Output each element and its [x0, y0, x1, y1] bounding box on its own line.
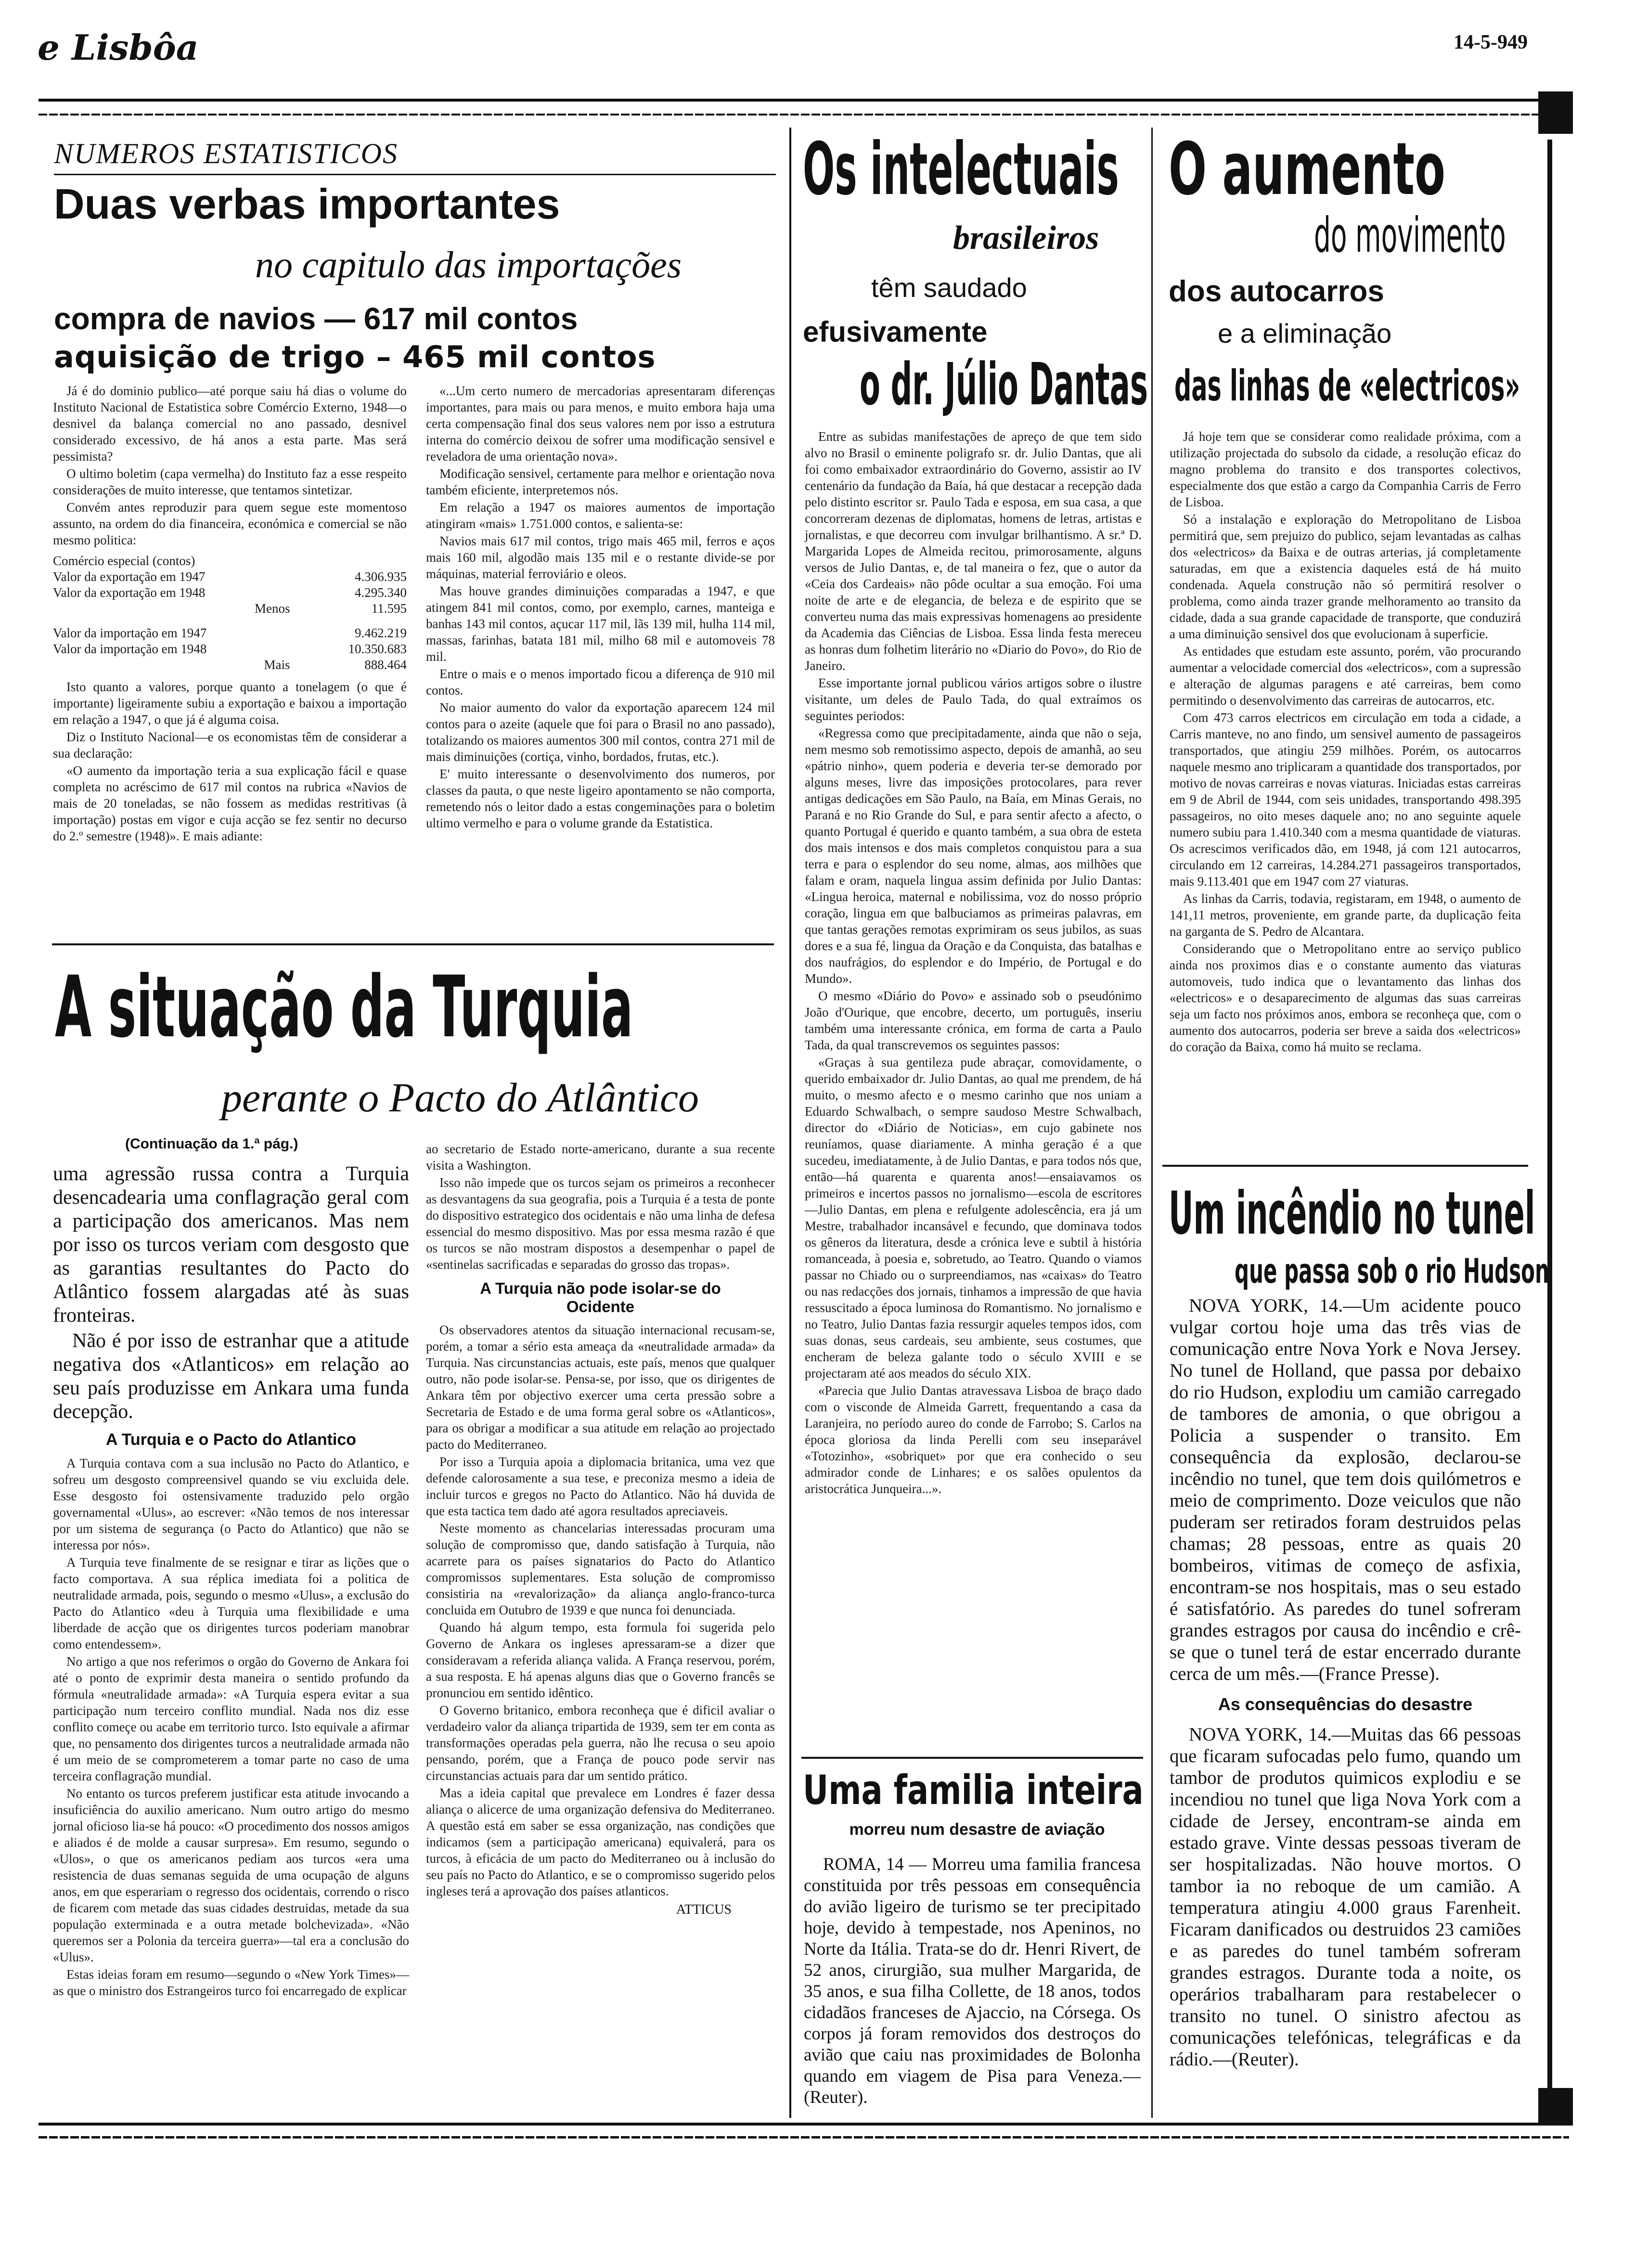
section-subhead: A Turquia não pode isolar-se do Ocidente — [480, 1279, 721, 1315]
article2-col1 — [53, 1162, 409, 2000]
paragraph: Neste momento as chancelarias interessadas procuram uma solução de compromisso que, dando satisfação à Turquia, não acarrete para os países signatarios do Pacto do Atlantico compromissos suplementares. Esta solução de compromisso consistiria na «revalorização» da aliança anglo-franco-turca concluida em Outubro de 1939 e que nunca foi denunciada. — [426, 1521, 775, 1617]
headline: Um incêndio no tunel — [1169, 1179, 1535, 1248]
table-cell: Menos — [254, 601, 290, 616]
paragraph: E' muito interessante o desenvolvimento dos numeros, por classes da pauta, o que neste ligeiro apontamento se não comporta, remetendo nós o leitor dado a estas congeminações para o boletim ultimo vermelho e para o volume grande da Estatistica. — [426, 767, 775, 830]
paragraph: O Governo britanico, embora reconheça que é dificil avaliar o verdadeiro valor da aliança tripartida de 1939, sem ter em conta as transformações operadas pela guerra, não lhe recusa o seu apoio pensando, porém, que a França de pouco pode servir nas circunstancias actuais para dar um sentido prático. — [426, 1703, 775, 1783]
bottom-rule — [39, 2123, 1569, 2126]
article-bus-expansion — [1160, 128, 1526, 1177]
article-import-numbers — [48, 123, 789, 941]
paragraph: Já hoje tem que se considerar como realidade próxima, com a utilização projectada do subsolo da cidade, a resolução eficaz do magno problema do transito e dos transportes colectivos, especialmente dos que estão a cargo da Companhia Carris de Ferro de Lisboa. — [1170, 429, 1521, 509]
headline-line-4: efusivamente — [803, 316, 988, 348]
section-rule — [52, 943, 774, 945]
paragraph: Com 473 carros electricos em circulação em toda a cidade, a Carris manteve, no ano findo, um sensivel aumento de passageiros transportados, que atingiu 259 milhões. Porém, os autocarros naquele mesmo ano triplicaram a quantidade dos transportados, por motivo de novas carreiras e novas viaturas. Iniciadas estas carreiras em 9 de Abril de 1944, com seis unidades, transportando 498.395 passageiros, no oito meses daquele ano; no ano seguinte aquele numero subiu para 1.410.340 com a mesma quantidade de viaturas. Os acrescimos verificados dão, em 1948, já com 121 autocarros, circulando em 12 carreiras, 14.284.271 passageiros transportados, mais 9.113.401 que em 1947 com 27 viaturas. — [1170, 710, 1521, 889]
headline: A situação da Turquia — [55, 958, 633, 1057]
paragraph: Os observadores atentos da situação internacional recusam-se, porém, a tomar a sério esta ameaça da «neutralidade armada» da Turquia. Nas circunstancias actuais, este país, menos que qualquer outro, não pode isolar-se. Pensa-se, por isso, que os dirigentes de Ankara têm por objectivo exercer uma certa pressão sobre a Secretaria de Estado e de uma forma geral sobre os «Atlanticos», para os obrigar a modificar a sua atitude em relação ao projectado pacto do Mediterraneo. — [426, 1323, 775, 1452]
headline-line-4: e a eliminação — [1218, 318, 1392, 348]
paragraph: «...Um certo numero de mercadorias apresentaram diferenças importantes, para mais ou para menos, e muito embora haja uma certa compensação final dos seus valores nem por isso a estrutura interna do comércio deixou de sofrer uma modificação sensivel e reveladora de uma orientação nova». — [426, 384, 775, 464]
right-border-block — [1538, 91, 1573, 134]
paragraph: «Regressa como que precipitadamente, ainda que não o seja, nem mesmo sob remotissimo aspecto, depois de amanhã, ao seu «pátrio ninho», quem poderia e deveria ter-se demorado por alguns meses, livre das imposições protocolares, para rever antigas dedicações em São Paulo, na Baía, em Minas Gerais, no Paraná e no Rio Grande do Sul, e para sentir afecto a afecto, o quanto Portugal é querido e quanto também, a sua obra de esteta dos mais intensos e dos mais completos conquistou para a sua terra e para o esplendor do seu nome, almas, aos milhões que falam e oram, naquela lingua assim definida por Julio Dantas: «Lingua heroica, maternal e nobilissima, voz do nosso próprio coração, lingua em que balbuciamos as primeiras palavras, em que tantas gerações remotas exprimiram os seus jubilos, as suas dores e a sua fé, lingua da Oração e da Conquista, das batalhas e dos naufrágios, do esplendor e do Império, de Portugal e do Mundo». — [805, 726, 1142, 986]
trade-table — [53, 553, 407, 673]
headline-line-2: brasileiros — [953, 219, 1099, 257]
section-rule — [1162, 1165, 1528, 1167]
paragraph: «Parecia que Julio Dantas atravessava Lisboa de braço dado com o visconde de Almeida Garrett, frequentando a casa da Laranjeira, no período aureo do conde de Farrobo; S. Carlos na época gloriosa da linda Perelli com seu inseparável «Totozinho», «sobriquet» por que era conhecido o seu admirador conde de Linhares; e os salões opulentos da aristocrática Junqueira...». — [805, 1383, 1142, 1496]
headline: Duas verbas importantes — [54, 180, 560, 228]
kicker-rule — [54, 174, 776, 175]
column-rule — [789, 128, 791, 2118]
table-cell: Mais — [264, 657, 290, 672]
subheadline: no capitulo das importações — [255, 244, 682, 285]
masthead-date: 14-5-949 — [1454, 31, 1528, 53]
author-signature: ATTICUS — [676, 1902, 732, 1917]
article-hudson-tunnel-fire — [1160, 1174, 1549, 2118]
paragraph: Não é por isso de estranhar que a atitude negativa dos «Atlanticos» em relação ao seu país produzisse em Ankara uma funda decepção. — [53, 1330, 409, 1423]
paragraph: Só a instalação e exploração do Metropolitano de Lisboa permitirá que, sem prejuizo do publico, sejam levantadas as calhas dos «electricos» da Baixa e de outras arterias, já completamente saturadas, em que a existencia daqueles está de há muito condenada. Aquela construção não só permitirá resolver o problema, como ainda trazer grande melhoramento ao transito da cidade, dada a sua grande capacidade de transporte, que conduzirá a uma diminuição sensivel dos que evolucionam à superficie. — [1170, 512, 1521, 641]
paragraph: Navios mais 617 mil contos, trigo mais 465 mil, ferros e aços mais 160 mil, algodão mais 135 mil e o restante divide-se por máquinas, material ferroviário e oleos. — [426, 534, 775, 581]
paragraph: Convém antes reproduzir para quem segue este momentoso assunto, na ordem do dia financeira, económica e comercial se não mesmo politica: — [53, 500, 407, 547]
paragraph: No artigo a que nos referimos o orgão do Governo de Ankara foi até o ponto de exprimir desta maneira o sentido profundo da fórmula «neutralidade armada»: «A Turquia espera evitar a sua participação num terceiro conflito mundial. Nada nos diz esse conflito começe ou acabe em territorio turco. Isto equivale a afirmar que, no pensamento dos dirigentes turcos a neutralidade armada não é um meio de se comprometerem a tomar parte no caso de uma terceira conflagração mundial. — [53, 1654, 409, 1783]
paragraph: A Turquia teve finalmente de se resignar e tirar as lições que o facto comportava. A sua réplica imediata foi a politica de neutralidade armada, pois, segundo o mesmo «Ulus», a exclusão do Pacto do Atlantico «deu à Turquia uma flexibilidade e uma liberdade de acção que os dirigentes turcos poderiam manobrar como entendessem». — [53, 1555, 409, 1651]
table-cell: Valor da importação em 1947 — [53, 626, 207, 640]
headline-line-3: têm saudado — [871, 272, 1027, 303]
paragraph: Quando há algum tempo, esta formula foi sugerida pelo Governo de Ankara os ingleses apressaram-se a dizer que consideravam a referida aliança valida. A França reservou, porém, a sua resposta. E há apenas alguns dias que o Governo francês se pronunciou em sentido idêntico. — [426, 1620, 775, 1700]
column-rule — [1151, 128, 1153, 2118]
paragraph: Já é do dominio publico—até porque saiu há dias o volume do Instituto Nacional de Estatistica sobre Comércio Externo, 1948—o desnivel da balança comercial no ano passado, desnivel considerado excessivo, de há anos a esta parte. Mas será pessimista? — [53, 384, 407, 464]
headline: Uma familia inteira — [803, 1766, 1144, 1814]
headline-line-5: das linhas de «electricos» — [1174, 361, 1520, 411]
table-cell: Valor da exportação em 1948 — [53, 585, 206, 600]
table-cell: 9.462.219 — [355, 626, 407, 640]
paragraph: A Turquia contava com a sua inclusão no Pacto do Atlantico, e sofreu um desgosto compreensivel quando se viu excluida dele. Esse desgosto foi ostensivamente traduzido pelo orgão governamental «Ulus», ao escrever: «Não temos de nos interessar por um sistema de segurança (o Pacto do Atlantico) que não se interessa por nós». — [53, 1456, 409, 1552]
deck-ships: compra de navios — 617 mil contos — [54, 301, 578, 336]
article1-col1 — [53, 383, 407, 845]
paragraph: Diz o Instituto Nacional—e os economistas têm de considerar a sua declaração: — [53, 730, 407, 760]
paragraph: uma agressão russa contra a Turquia desencadearia uma conflagração geral com a participação dos americanos. Mas nem por isso os turcos veriam com desgosto que as garantias resultantes do Pacto do Atlântico fossem alargadas até às suas fronteiras. — [53, 1163, 409, 1327]
article1-col2 — [426, 383, 775, 832]
subheadline: perante o Pacto do Atlântico — [221, 1074, 699, 1121]
paragraph: O ultimo boletim (capa vermelha) do Instituto faz a esse respeito considerações de muito interesse, que tentamos sintetizar. — [53, 466, 407, 497]
right-border-line — [1547, 140, 1552, 2099]
masthead-title: e Lisbôa — [38, 27, 199, 68]
paragraph: ao secretario de Estado norte-americano, durante a sua recente visita a Washington. — [426, 1142, 775, 1173]
bottom-rule-thin — [39, 2136, 1569, 2139]
paragraph: Esse importante jornal publicou vários artigos sobre o ilustre visitante, um deles de Paulo Tada, do qual extraímos os seguintes periodos: — [805, 676, 1142, 723]
paragraph: Por isso a Turquia apoia a diplomacia britanica, uma vez que defende calorosamente a sua tese, e preconiza mesmo a ideia de incluir turcos e gregos no Pacto do Atlantico. Não há duvida de que esta tactica tem dado até agora resultados apreciaveis. — [426, 1455, 775, 1518]
headline-line-3: dos autocarros — [1169, 275, 1384, 308]
paragraph: Mas houve grandes diminuições comparadas a 1947, e que atingem 841 mil contos, como, por exemplo, carnes, manteiga e banhas 143 mil contos, açucar 117 mil, lãs 139 mil, hulha 114 mil, massas, farinhas, batata 181 mil, milho 68 mil e automoveis 78 mil. — [426, 584, 775, 664]
paragraph: Isto quanto a valores, porque quanto a tonelagem (o que é importante) ligeiramente subiu a exportação e baixou a importação em relação a 1947, o que já é alguma coisa. — [53, 680, 407, 727]
kicker: NUMEROS ESTATISTICOS — [54, 138, 398, 169]
article6-body — [1170, 1295, 1521, 2072]
article2-col2 — [426, 1141, 775, 1918]
headline-line-2: do movimento — [1314, 207, 1506, 263]
paragraph: ROMA, 14 — Morreu uma familia francesa constituida por três pessoas em consequência do avião ligeiro de turismo se ter precipitado hoje, devido à tempestade, nos Apeninos, no Norte da Itália. Trata-se do dr. Henri Rivert, de 52 anos, cirurgião, sua mulher Margarida, de 35 anos, e sua filha Collette, de 18 anos, todos cidadãos franceses de Ajaccio, na Córsega. Os corpos já foram removidos dos destroços do avião que caiu nas proximidades de Bolonha quando em viagem de Pisa para Veneza.—(Reuter). — [804, 1855, 1141, 2107]
paragraph: Em relação a 1947 os maiores aumentos de importação atingiram «mais» 1.751.000 contos, e salienta-se: — [426, 500, 775, 531]
paragraph: As entidades que estudam este assunto, porém, vão procurando aumentar a velocidade comercial dos «electricos», com a supressão e alteração de algumas paragens e até carreiras, bem como permitindo o desenvolvimento das carreiras de autocarros, etc. — [1170, 644, 1521, 708]
headline: Os intelectuais — [803, 128, 1119, 211]
article4-body — [804, 1854, 1141, 2110]
subheadline: que passa sob o rio Hudson — [1235, 1251, 1549, 1291]
paragraph: Estas ideias foram em resumo—segundo o «New York Times»—as que o ministro dos Estrangeiros turco foi encarregado de explicar — [53, 1967, 409, 1998]
article5-body — [1170, 428, 1521, 1056]
subheadline: morreu num desastre de aviação — [849, 1820, 1105, 1839]
paragraph: «O aumento da importação teria a sua explicação fácil e quase completa no acréscimo de 617 mil contos na rubrica «Navios de mais de 20 toneladas, se não fossem as medidas restritivas (à importação) postas em vigor e cuja acção se fez sentir no decurso do 2.º semestre (1948)». E mais adiante: — [53, 763, 407, 843]
paragraph: As linhas da Carris, todavia, registaram, em 1948, o aumento de 141,11 metros, proveniente, em grande parte, da duplicação feita na garganta de S. Pedro de Alcantara. — [1170, 891, 1521, 939]
paragraph: NOVA YORK, 14.—Muitas das 66 pessoas que ficaram sufocadas pelo fumo, quando um tambor de produtos quimicos explodiu e se incendiou no tunel que liga Nova York com a cidade de Jersey, encontram-se ainda em estado grave. Vinte dessas pessoas tiveram de ser hospitalizadas. Não houve mortos. O tambor ia no reboque de um camião. A temperatura atingiu 4.000 graus Farenheit. Ficaram danificados ou destruidos 23 camiões e as paredes do tunel também sofreram grandes estragos. Durante toda a noite, os operários trabalharam para restabelecer o transito no tunel. O sinistro afectou as comunicações telefónicas, telegráficas e da rádio.—(Reuter). — [1170, 1724, 1521, 2070]
section-subhead: A Turquia e o Pacto do Atlantico — [105, 1430, 357, 1449]
table-cell: 11.595 — [371, 601, 407, 616]
masthead-rule-thin — [39, 114, 1569, 116]
masthead — [0, 0, 1648, 101]
article-family-plane-crash — [799, 1762, 1146, 2118]
paragraph: No entanto os turcos preferem justificar esta atitude invocando a insuficiência do auxilio americano. Num outro artigo do mesmo jornal oficioso lia-se há pouco: «O procedimento dos nossos amigos e aliados é de molde a causar surpresa». Em resumo, segundo o «Ulos», o que os americanos pediam aos turcos «era uma resistencia de duas semanas seguida de uma ocupação de alguns anos, em que esperariam o regresso dos ocidentais, correndo o risco de ficarem com metade das suas cidades destruidas, metade da sua população exterminada e a outra metade bolchevizada». «Não queremos ser a Polonia da terceira guerra»—tal era a conclusão do «Ulus». — [53, 1786, 409, 1964]
paragraph: Modificação sensivel, certamente para melhor e orientação nova também eficiente, interpretemos nós. — [426, 466, 775, 497]
paragraph: Mas a ideia capital que prevalece em Londres é fazer dessa aliança o alicerce de uma organização defensiva do Mediterraneo. A questão está em saber se essa organização, nas condições que indicamos (sem a participação americana) equivalerá, para os turcos, à eficácia de um pacto do Mediterraneo ou à inclusão do seu país no Pacto do Atlantico, e se o compromisso sugerido pelos ingleses terá a aprovação dos países atlanticos. — [426, 1786, 775, 1898]
article-intellectuals — [799, 128, 1146, 1735]
section-subhead: As consequências do desastre — [1218, 1694, 1473, 1714]
table-cell: 888.464 — [364, 657, 407, 672]
paragraph: Isso não impede que os turcos sejam os primeiros a reconhecer as desvantagens da sua geografia, pois a Turquia é a testa de ponte do dispositivo estrategico dos ocidentais e não uma linha de defesa essencial do mesmo dispositivo. Mas por essa mesma razão é que os turcos se não mostram dispostos a desempenhar o papel de «sentinelas sacrificadas e separadas do grosso das tropas». — [426, 1175, 775, 1272]
corner-block — [1538, 2088, 1573, 2126]
table-cell: Valor da importação em 1948 — [53, 642, 207, 656]
table-cell: Valor da exportação em 1947 — [53, 569, 206, 584]
deck-wheat: aquisição de trigo – 465 mil contos — [54, 339, 656, 374]
table-cell: 4.295.340 — [355, 585, 407, 600]
masthead-rule — [39, 99, 1569, 102]
section-rule — [801, 1757, 1143, 1759]
paragraph: No maior aumento do valor da exportação aparecem 124 mil contos para o azeite (aquele que foi para o Brasil no ano passado), totalizando os maiores aumentos 300 mil contos, contra 271 mil de mais diminuições (cortiça, vinho, bordados, frutas, etc.). — [426, 700, 775, 764]
table-header: Comércio especial (contos) — [53, 554, 195, 568]
paragraph: Entre as subidas manifestações de apreço de que tem sido alvo no Brasil o eminente poligrafo sr. dr. Julio Dantas, que ali foi como embaixador extraordinário do Governo, assistir ao IV centenário da fundação da Baía, há que destacar a recepção dada pelo distinto escritor sr. Paulo Tada e esposa, em sua casa, a que concorreram dezenas de diplomatas, homens de letras, artistas e jornalistas, e que decorreu com invulgar brilhantismo. A sr.ª D. Margarida Lopes de Almeida recitou, primorosamente, alguns versos de Julio Dantas, e, de tal maneira o fez, que o autor da «Ceia dos Cardeais» não pôde ocultar a sua emoção. Foi uma noite de arte e de elegancia, de beleza e de espirito que se converteu numa das mais expressivas homenagens ao presidente da Academia das Ciências de Lisboa. Essa linda festa mereceu as honras dum folhetim literário no «Diario do Povo», do Rio de Janeiro. — [805, 429, 1142, 673]
article-turkey — [48, 958, 789, 2113]
table-cell: 4.306.935 — [355, 569, 407, 584]
table-cell: 10.350.683 — [348, 642, 407, 656]
paragraph: «Graças à sua gentileza pude abraçar, comovidamente, o querido embaixador dr. Julio Dantas, ao qual me prendem, de há muito, o mesmo afecto e o mesmo carinho que nos uniam a Eduardo Schwalbach, o sempre saudoso Mestre Schwalbach, director do «Diário de Noticias», em cujo gabinete nos reuníamos, quase diariamente. A minha geração é a que sucedeu, imediatamente, à de Julio Dantas, e para todos nós que, então—há quarenta e quarenta anos!—ensaiavamos os primeiros e incertos passos no jornalismo—escola de escritores—Julio Dantas, em plena e refulgente adolescência, era já um Mestre, trabalhador incansável e fecundo, que dominava todos os gêneros da literatura, desde a crónica leve e subtil à história romanceada, à poesia e, sobretudo, ao Teatro. Quando o viamos passar no Chiado ou o surpreendiamos, nas «caixas» do Teatro ou nas redacções dos jornais, tinhamos a impressão de que havia ressuscitado a época luminosa do Romantismo. No jornalismo e no Teatro, Julio Dantas fazia ressurgir aqueles tempos idos, com suas donas, seus cardeais, seu ambiente, seus costumes, que encheram de beleza galante todo o século XVIII e se projectaram até aos meados do século XIX. — [805, 1055, 1142, 1380]
paragraph: NOVA YORK, 14.—Um acidente pouco vulgar cortou hoje uma das três vias de comunicação entre Nova York e Nova Jersey. No tunel de Holland, que passa por debaixo do rio Hudson, explodiu um camião carregado de tambores de amonia, o que obrigou a Policia a suspender o transito. Em consequência da explosão, declarou-se incêndio no tunel, que tem dois quilómetros e meio de comprimento. Doze veiculos que não puderam ser retirados foram destruidos pelas chamas; 28 pessoas, entre as quais 20 bombeiros, vitimas de começo de asfixia, encontram-se nos hospitais, mas o seu estado é satisfatório. As paredes do tunel sofreram grandes estragos por causa do incêndio e crê-se que o tunel terá de estar encerrado durante cerca de um mês.—(France Presse). — [1170, 1295, 1521, 1684]
paragraph: O mesmo «Diário do Povo» e assinado sob o pseudónimo João d'Ourique, que encobre, decerto, um português, inseriu também uma interessante crónica, em forma de carta a Paulo Tada, da qual transcrevemos os seguintes passos: — [805, 989, 1142, 1052]
paragraph: Entre o mais e o menos importado ficou a diferença de 910 mil contos. — [426, 667, 775, 697]
paragraph: Considerando que o Metropolitano entre ao serviço publico ainda nos proximos dias e o constante aumento das viaturas automoveis, tudo indica que o levantamento das linhas dos «electricos» e o desaparecimento de algumas das suas carreiras seja um facto nos próximos anos, embora se reconheça que, com o aumento dos autocarros, poderia ser breve a saida dos «electricos» do coração da Baixa, como há muito se reclama. — [1170, 941, 1521, 1054]
continuation-note: (Continuação da 1.ª pág.) — [125, 1136, 298, 1152]
headline: O aumento — [1169, 128, 1445, 211]
article3-body — [805, 428, 1142, 1498]
headline-line-5: o dr. Júlio Dantas — [860, 351, 1148, 418]
